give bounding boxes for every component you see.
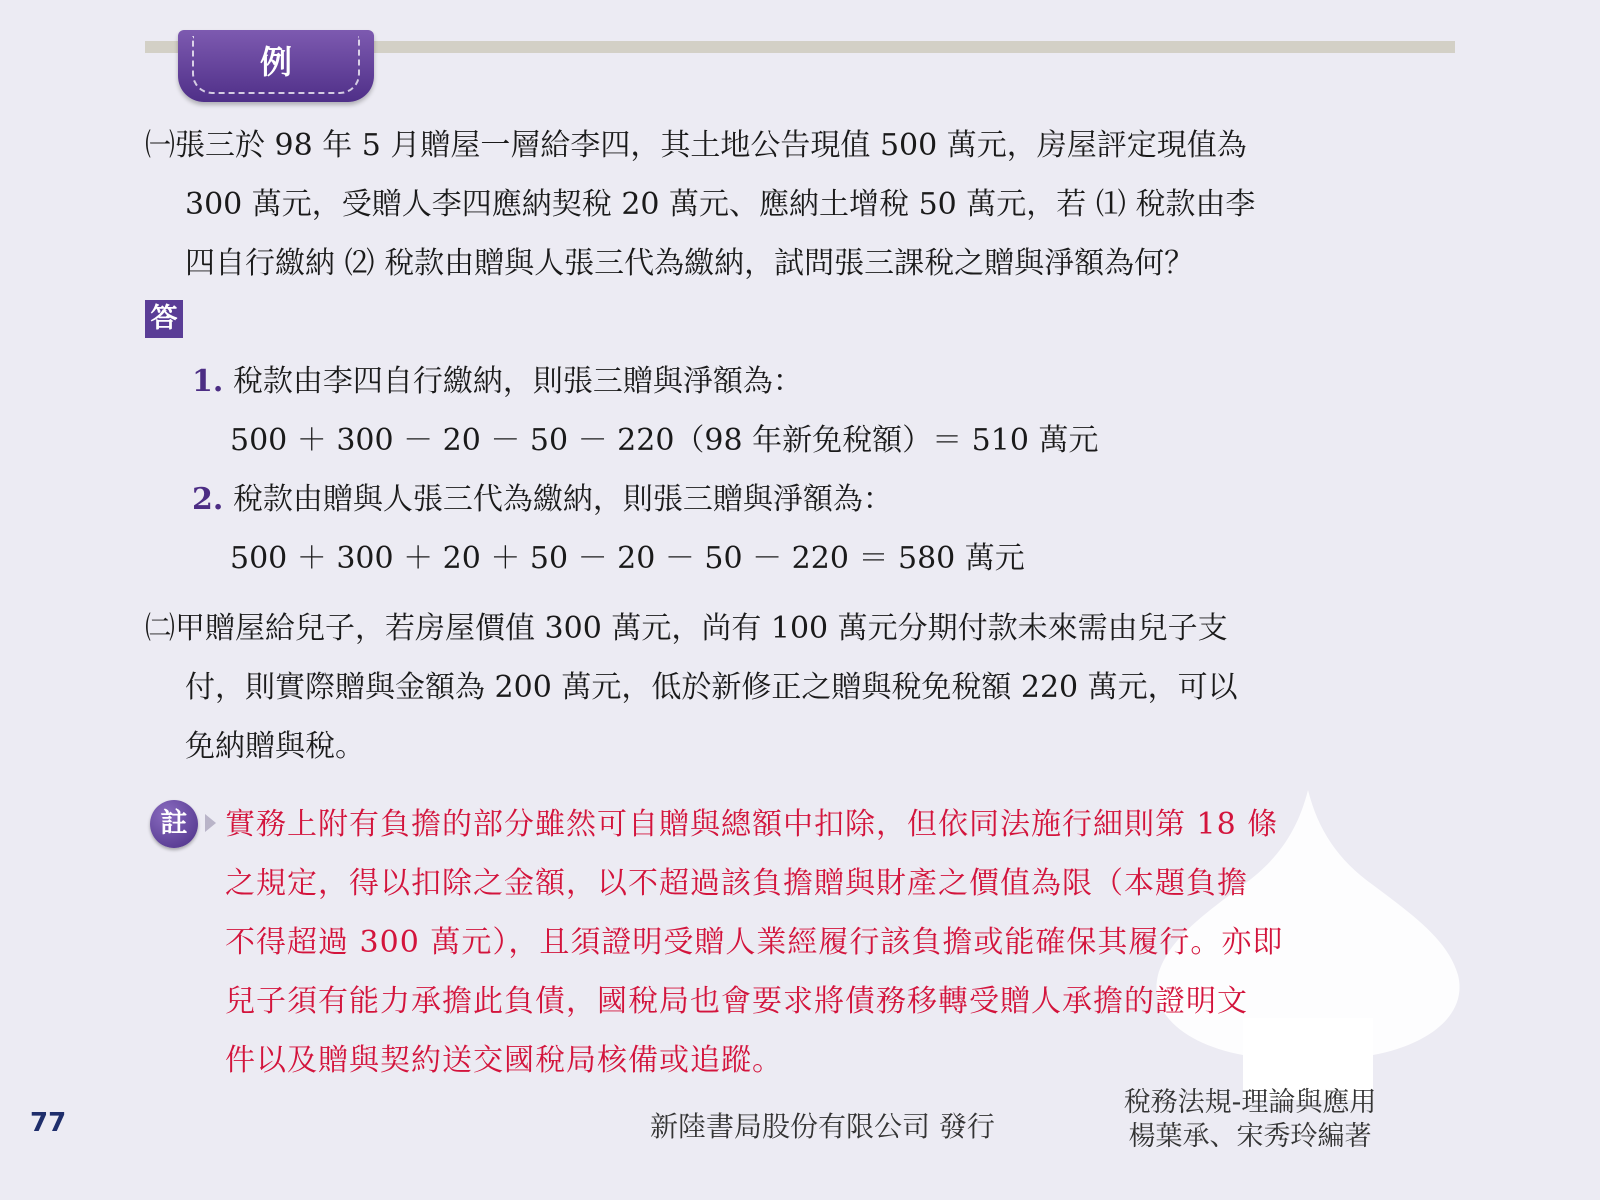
question-2 bbox=[145, 599, 1460, 776]
note-arrow-icon bbox=[205, 814, 216, 832]
answer-item-text: 稅款由李四自行繳納，則張三贈與淨額為： bbox=[232, 364, 803, 399]
answer-block bbox=[192, 352, 1098, 588]
answer-item-1 bbox=[192, 352, 1098, 411]
question-2-line: 免納贈與稅。 bbox=[185, 729, 365, 764]
page-number: 77 bbox=[30, 1108, 67, 1138]
question-1 bbox=[145, 116, 1460, 293]
book-authors: 楊葉承、宋秀玲編著 bbox=[1128, 1121, 1372, 1152]
answer-item-number: 2. bbox=[192, 482, 224, 517]
note-block bbox=[225, 795, 1460, 1090]
question-2-line: 付，則實際贈與金額為 200 萬元，低於新修正之贈與稅免稅額 220 萬元，可以 bbox=[185, 670, 1238, 705]
book-info bbox=[1090, 1086, 1410, 1154]
question-1-line: ㈠張三於 98 年 5 月贈屋一層給李四，其土地公告現值 500 萬元，房屋評定現值為 bbox=[145, 128, 1247, 163]
answer-formula-1: 500 ＋ 300 － 20 － 50 － 220（98 年新免稅額）＝ 510 萬元 bbox=[230, 423, 1099, 458]
question-1-line: 四自行繳納 ⑵ 稅款由贈與人張三代為繳納，試問張三課稅之贈與淨額為何？ bbox=[185, 246, 1195, 281]
example-tab-label: 例 bbox=[192, 36, 360, 94]
example-tab bbox=[178, 30, 374, 102]
answer-badge: 答 bbox=[145, 300, 183, 338]
note-line: 不得超過 300 萬元），且須證明受贈人業經履行該負擔或能確保其履行。亦即 bbox=[225, 925, 1284, 960]
note-badge: 註 bbox=[150, 800, 198, 848]
book-title: 稅務法規-理論與應用 bbox=[1123, 1087, 1377, 1118]
note-line: 實務上附有負擔的部分雖然可自贈與總額中扣除，但依同法施行細則第 18 條 bbox=[225, 807, 1279, 842]
answer-item-2 bbox=[192, 470, 1098, 529]
answer-item-number: 1. bbox=[192, 364, 224, 399]
answer-item-text: 稅款由贈與人張三代為繳納，則張三贈與淨額為： bbox=[232, 482, 893, 517]
publisher-text: 新陸書局股份有限公司 發行 bbox=[650, 1110, 995, 1143]
note-line: 件以及贈與契約送交國稅局核備或追蹤。 bbox=[225, 1043, 783, 1078]
question-1-line: 300 萬元，受贈人李四應納契稅 20 萬元、應納土增稅 50 萬元，若 ⑴ 稅款由李 bbox=[185, 187, 1256, 222]
question-2-line: ㈡甲贈屋給兒子，若房屋價值 300 萬元，尚有 100 萬元分期付款未來需由兒子支 bbox=[145, 611, 1228, 646]
note-line: 之規定，得以扣除之金額，以不超過該負擔贈與財產之價值為限（本題負擔 bbox=[225, 866, 1248, 901]
note-line: 兒子須有能力承擔此負債，國稅局也會要求將債務移轉受贈人承擔的證明文 bbox=[225, 984, 1248, 1019]
answer-formula-2: 500 ＋ 300 ＋ 20 ＋ 50 － 20 － 50 － 220 ＝ 580 萬元 bbox=[230, 541, 1025, 576]
